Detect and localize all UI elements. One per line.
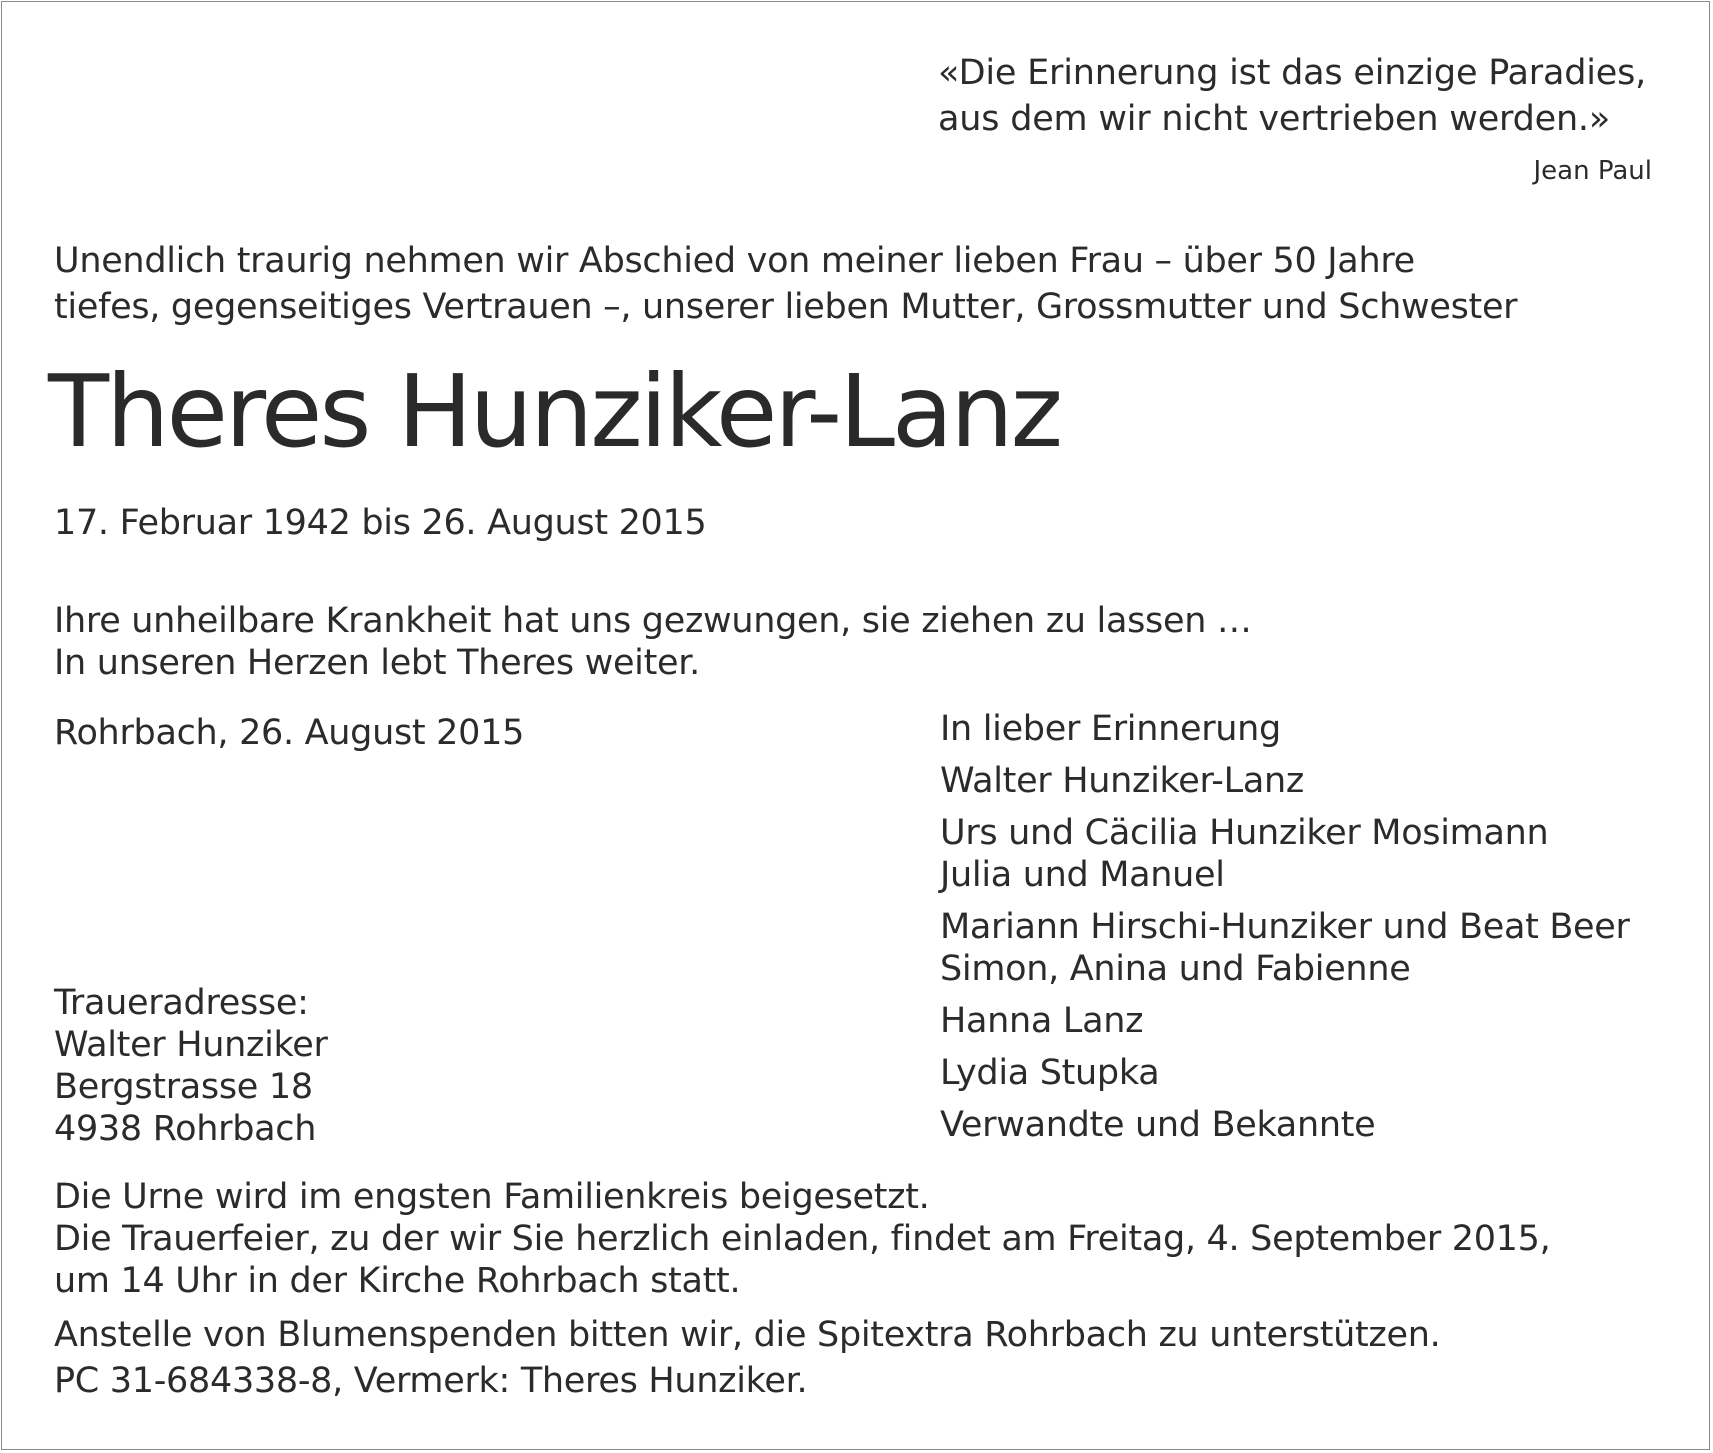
funeral-line: Die Trauerfeier, zu der wir Sie herzlich einladen, findet am Freitag, 4. September 2015, <box>54 1219 1551 1259</box>
mourner-line: Verwandte und Bekannte <box>940 1105 1376 1145</box>
mourners-heading: In lieber Erinnerung <box>940 709 1281 749</box>
epigraph-quote <box>938 50 1646 142</box>
intro-text <box>54 238 1517 330</box>
intro-line: Unendlich traurig nehmen wir Abschied von meiner lieben Frau – über 50 Jahre <box>54 241 1415 281</box>
illness-line: Ihre unheilbare Krankheit hat uns gezwungen, sie ziehen zu lassen … <box>54 601 1252 641</box>
mourner-group <box>940 760 1630 802</box>
mourner-group <box>940 1052 1630 1094</box>
funeral-info <box>54 1176 1550 1302</box>
address-line: Traueradresse: <box>54 983 309 1023</box>
mourner-line: Walter Hunziker-Lanz <box>940 761 1304 801</box>
mourning-address <box>54 982 328 1150</box>
address-line: Walter Hunziker <box>54 1025 328 1065</box>
mourners-list <box>940 708 1630 1156</box>
donation-line: PC 31-684338-8, Vermerk: Theres Hunziker. <box>54 1361 808 1401</box>
mourner-line: Lydia Stupka <box>940 1053 1160 1093</box>
mourner-line: Mariann Hirschi-Hunziker und Beat Beer <box>940 907 1630 947</box>
mourner-group <box>940 1104 1630 1146</box>
illness-text <box>54 600 1252 684</box>
place-date: Rohrbach, 26. August 2015 <box>54 713 525 753</box>
quote-line: aus dem wir nicht vertrieben werden.» <box>938 99 1611 139</box>
address-line: 4938 Rohrbach <box>54 1109 317 1149</box>
mourner-line: Simon, Anina und Fabienne <box>940 949 1411 989</box>
quote-author: Jean Paul <box>1533 156 1652 186</box>
quote-line: «Die Erinnerung ist das einzige Paradies, <box>938 53 1647 93</box>
illness-line: In unseren Herzen lebt Theres weiter. <box>54 643 700 683</box>
mourner-group <box>940 906 1630 990</box>
mourner-group <box>940 1000 1630 1042</box>
deceased-name: Theres Hunziker-Lanz <box>48 353 1061 470</box>
mourner-line: Julia und Manuel <box>940 855 1225 895</box>
intro-line: tiefes, gegenseitiges Vertrauen –, unserer lieben Mutter, Grossmutter und Schwester <box>54 287 1518 327</box>
mourner-line: Hanna Lanz <box>940 1001 1144 1041</box>
donation-info <box>54 1312 1440 1404</box>
mourner-group <box>940 812 1630 896</box>
donation-line: Anstelle von Blumenspenden bitten wir, die Spitextra Rohrbach zu unterstützen. <box>54 1315 1441 1355</box>
address-line: Bergstrasse 18 <box>54 1067 313 1107</box>
funeral-line: um 14 Uhr in der Kirche Rohrbach statt. <box>54 1261 741 1301</box>
mourner-line: Urs und Cäcilia Hunziker Mosimann <box>940 813 1549 853</box>
life-dates: 17. Februar 1942 bis 26. August 2015 <box>54 503 707 543</box>
funeral-line: Die Urne wird im engsten Familienkreis beigesetzt. <box>54 1177 930 1217</box>
